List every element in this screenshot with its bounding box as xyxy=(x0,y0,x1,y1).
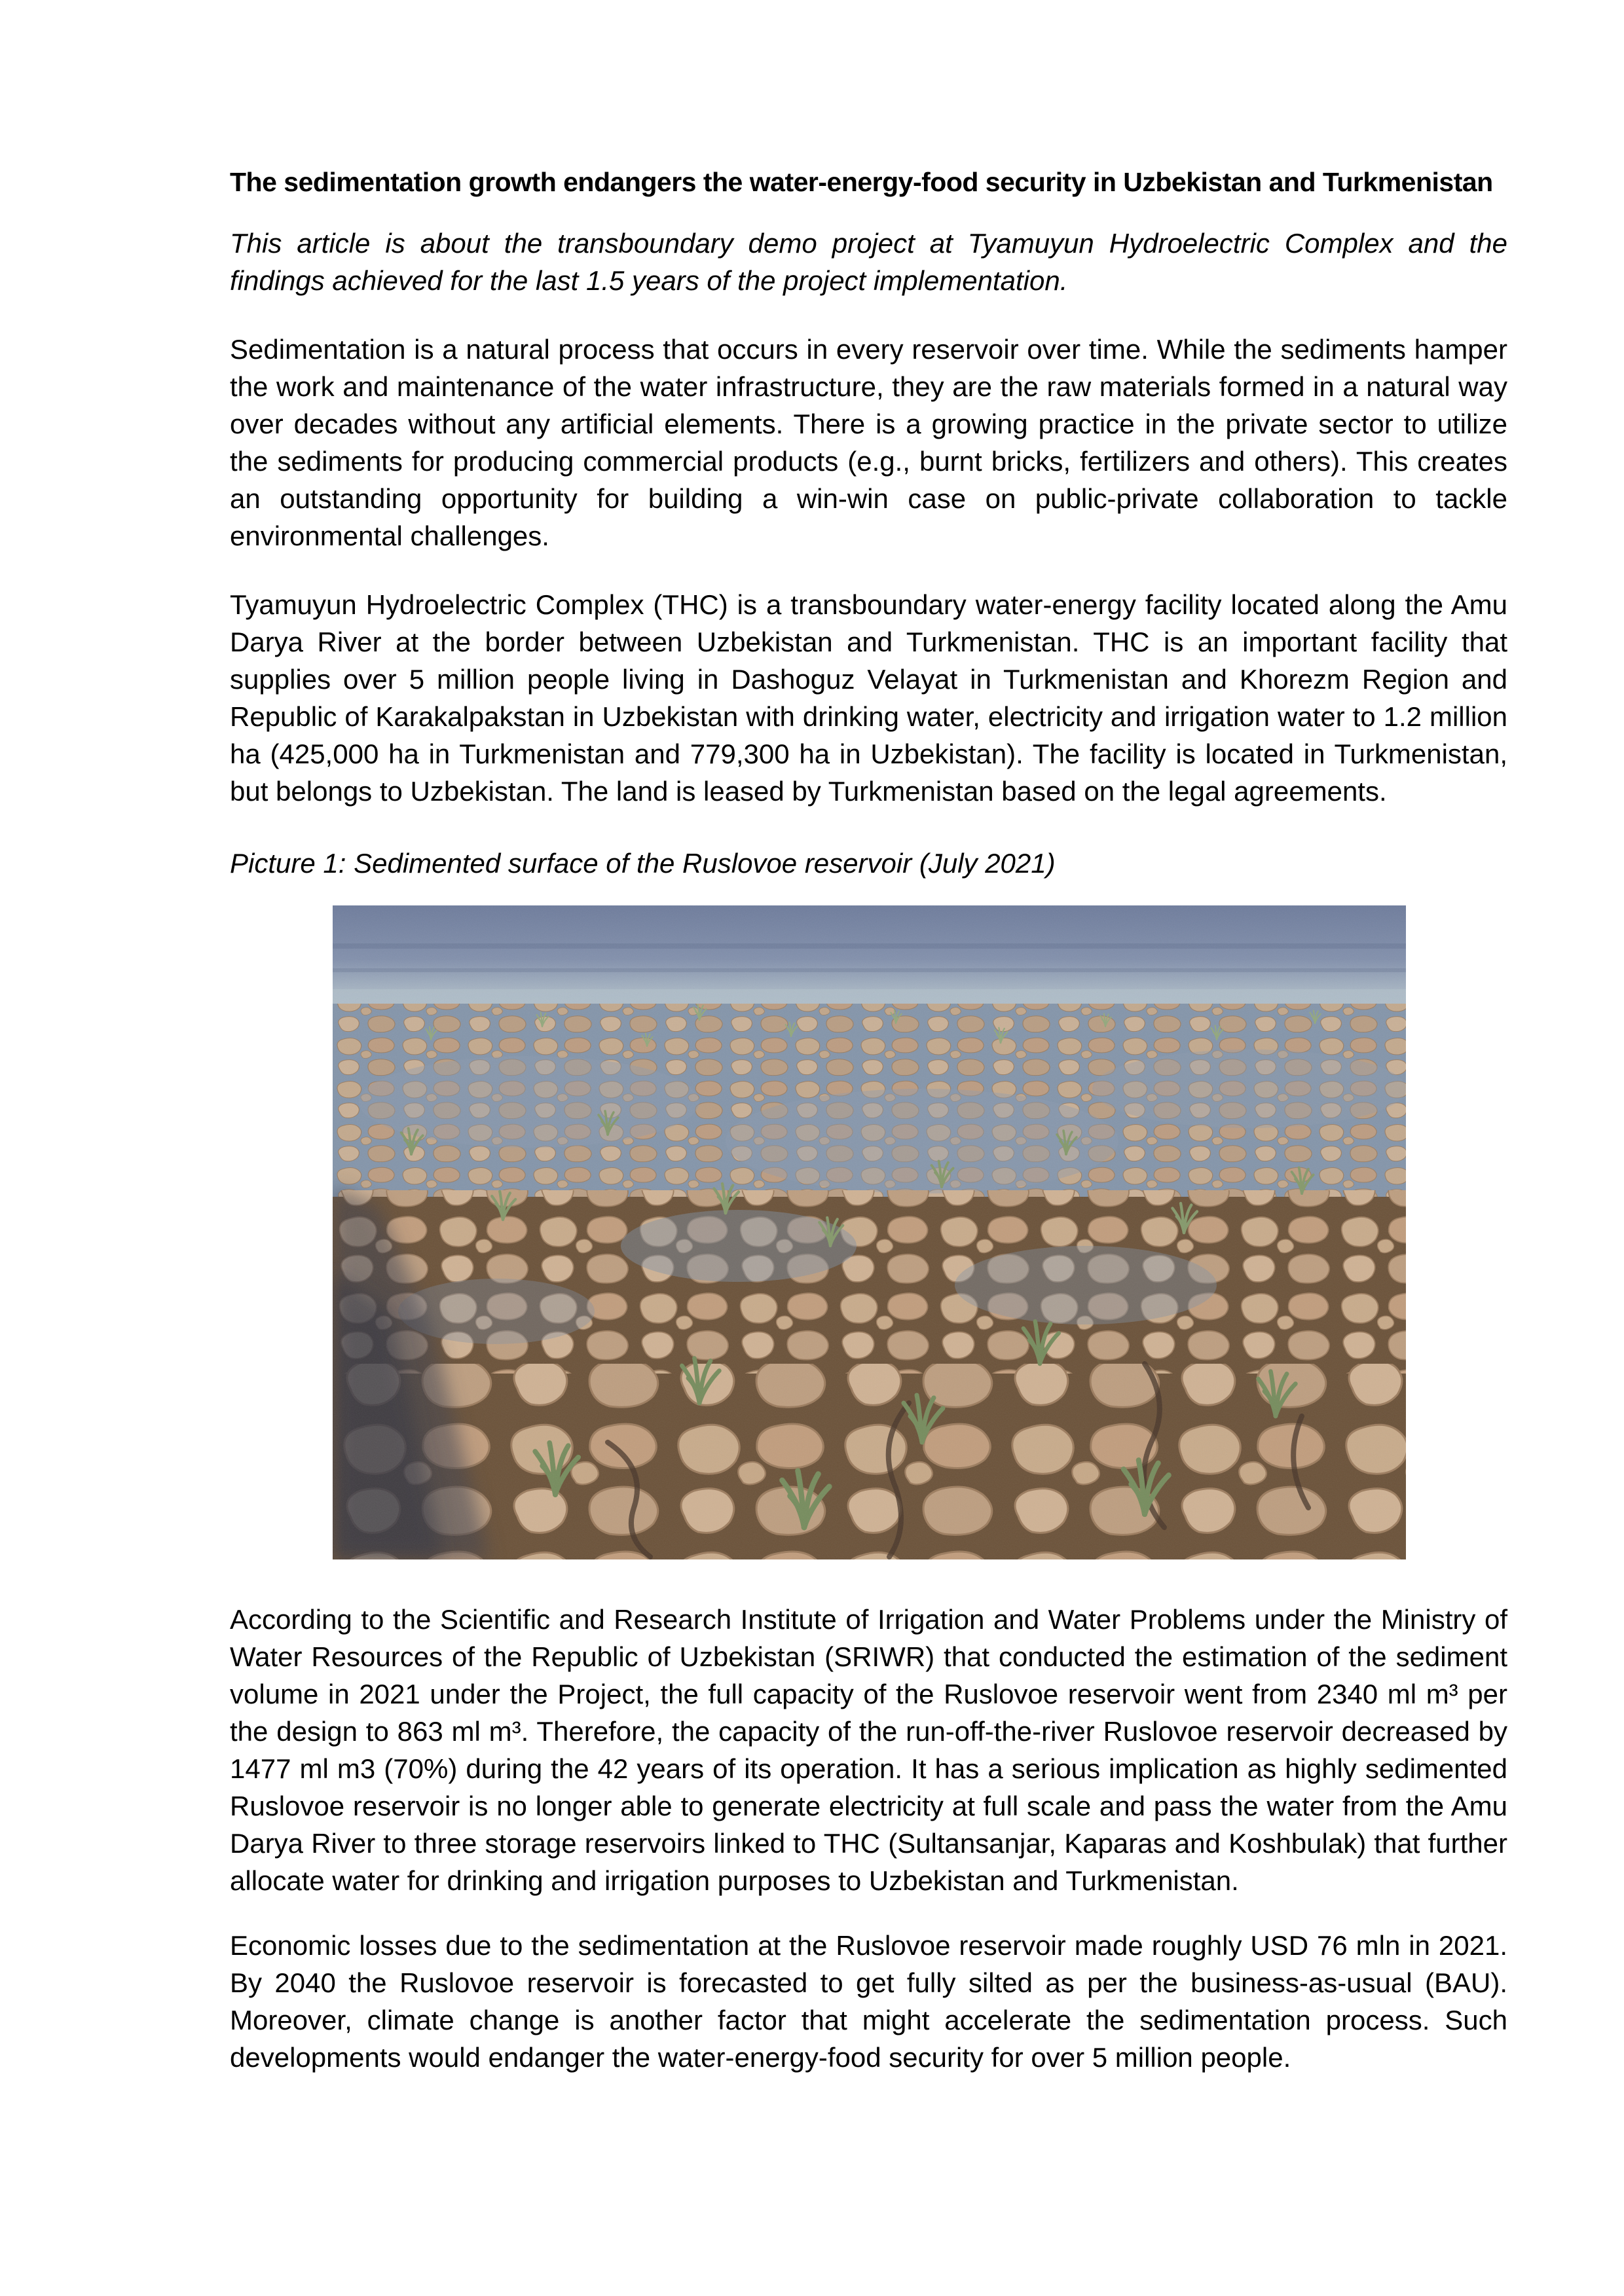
paragraph-thc: Tyamuyun Hydroelectric Complex (THC) is a transboundary water-energy facility located along the Amu Darya River at the border between Uzbekistan and Turkmenistan. THC is an important facility that supplies over 5 million people living in Dashoguz Velayat in Turkmenistan and Khorezm Region and Republic of Karakalpakstan in Uzbekistan with drinking water, electricity and irrigation water to 1.2 million ha (425,000 ha in Turkmenistan and 779,300 ha in Uzbekistan). The facility is located in Turkmenistan, but belongs to Uzbekistan. The land is leased by Turkmenistan based on the legal agreements. xyxy=(230,589,1507,807)
paragraph-economic-losses: Economic losses due to the sedimentation at the Ruslovoe reservoir made roughly USD 76 mln in 2021. By 2040 the Ruslovoe reservoir is forecasted to get fully silted as per the business-as-usual (BAU). Moreover, climate change is another factor that might accelerate the sedimentation process. Such developments would endanger the water-energy-food security for over 5 million people. xyxy=(230,1930,1507,2073)
reservoir-photo-image xyxy=(333,905,1406,1559)
paragraph-sedimentation: Sedimentation is a natural process that occurs in every reservoir over time. While the sediments hamper the work and maintenance of the water infrastructure, they are the raw materials formed in a natural way over decades without any artificial elements. There is a growing practice in the private sector to utilize the sediments for producing commercial products (e.g., burnt bricks, fertilizers and others). This creates an outstanding opportunity for building a win-win case on public-private collaboration to tackle environmental challenges. xyxy=(230,334,1507,551)
article-title: The sedimentation growth endangers the water-energy-food security in Uzbekistan and Turkmenistan xyxy=(230,167,1493,197)
paragraph-sriwr-findings: According to the Scientific and Research Institute of Irrigation and Water Problems under the Ministry of Water Resources of the Republic of Uzbekistan (SRIWR) that conducted the estimation of the sediment volume in 2021 under the Project, the full capacity of the Ruslovoe reservoir went from 2340 ml m³ per the design to 863 ml m³. Therefore, the capacity of the run-off-the-river Ruslovoe reservoir decreased by 1477 ml m3 (70%) during the 42 years of its operation. It has a serious implication as highly sedimented Ruslovoe reservoir is no longer able to generate electricity at full scale and pass the water from the Amu Darya River to three storage reservoirs linked to THC (Sultansanjar, Kaparas and Koshbulak) that further allocate water for drinking and irrigation purposes to Uzbekistan and Turkmenistan. xyxy=(230,1604,1507,1896)
picture-1 xyxy=(333,905,1406,1559)
article-subtitle: This article is about the transboundary demo project at Tyamuyun Hydroelectric Complex and the findings achieved for the last 1.5 years of the project implementation. xyxy=(230,228,1507,296)
text-column xyxy=(230,164,1507,2076)
picture-caption: Picture 1: Sedimented surface of the Ruslovoe reservoir (July 2021) xyxy=(230,848,1056,879)
